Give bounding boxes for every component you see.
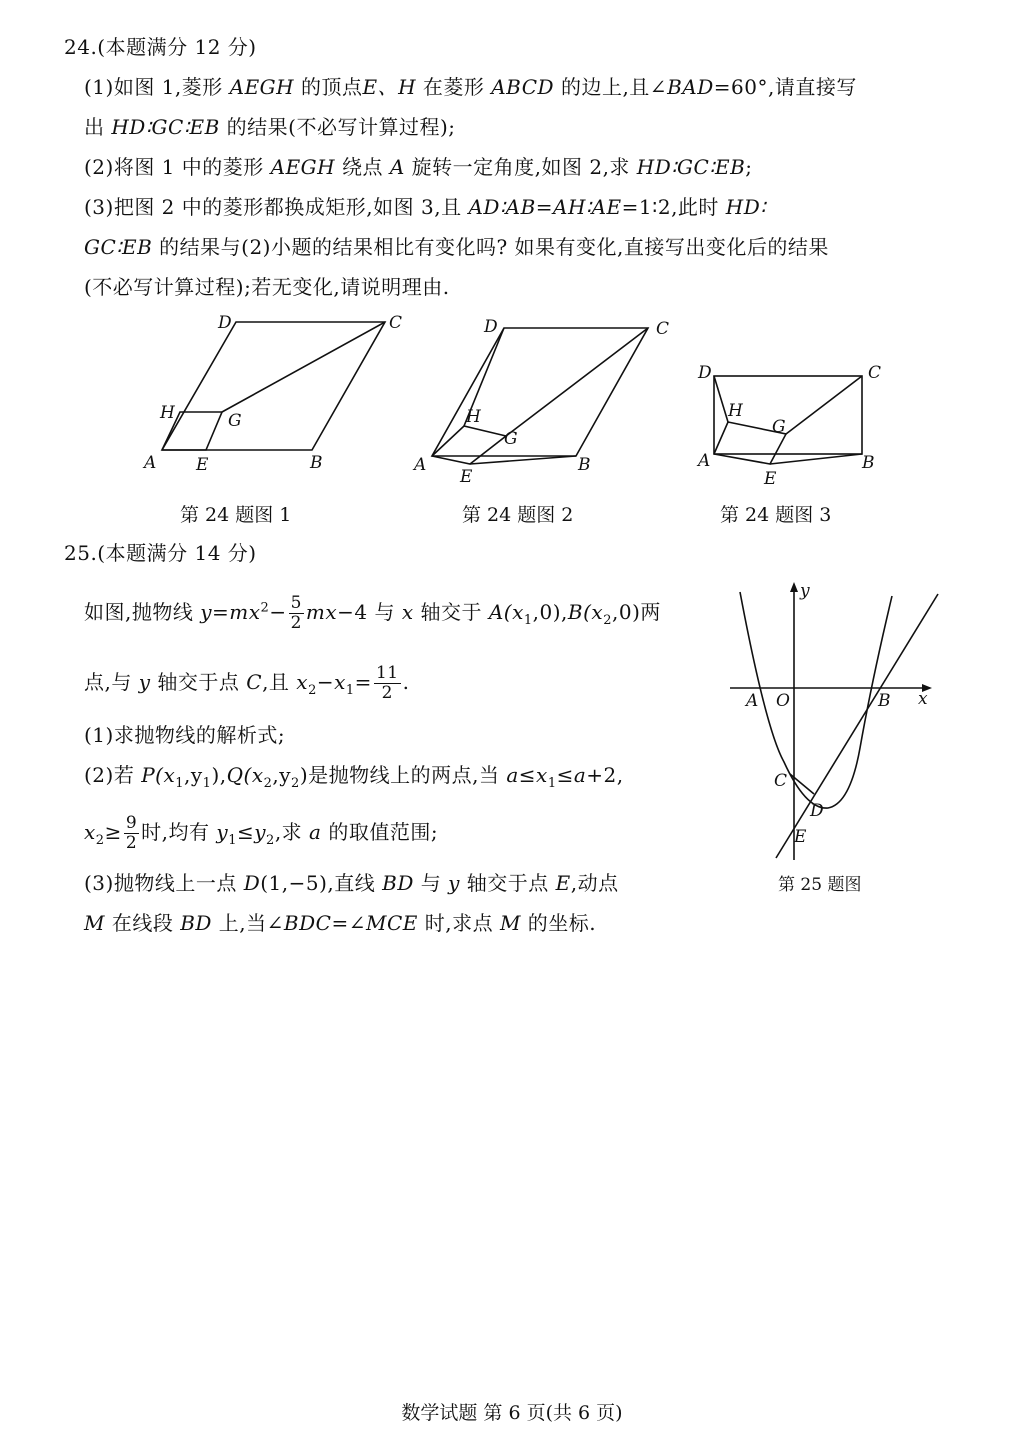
q24-caption-2: 第 24 题图 2: [462, 504, 574, 526]
label-g: G: [772, 417, 786, 437]
q24-figure-2: [408, 312, 678, 487]
label-a: A: [698, 451, 711, 471]
y-axis-arrow: [790, 582, 798, 592]
q24-caption-3: 第 24 题图 3: [720, 504, 832, 526]
label-c: C: [656, 319, 670, 339]
q25-header: 25.(本题满分 14 分): [64, 541, 257, 565]
label-c: C: [774, 771, 788, 791]
label-h: H: [160, 403, 175, 423]
q25-part2-line1: (2)若 $P(x_1,y_1),Q(x_2,y_2)$是抛物线上的两点,当 $a\le x_1\le a+2$,: [84, 763, 624, 791]
label-y: y: [800, 581, 810, 601]
label-b: B: [578, 455, 591, 475]
label-x: x: [918, 689, 928, 709]
q25-part2-line2: $x_2\ge$ $\frac{9}{2}$ 时,均有 $y_1\le y_2$,求 a 的取值范围;: [84, 813, 439, 853]
segment-eb: [470, 456, 576, 464]
page-footer: 数学试题 第 6 页(共 6 页): [401, 1402, 623, 1424]
label-d: D: [698, 363, 712, 383]
q24-figure-3: [692, 360, 892, 490]
label-g: G: [228, 411, 242, 431]
label-h: H: [728, 401, 743, 421]
q25-caption: 第 25 题图: [778, 875, 862, 895]
label-c: C: [868, 363, 882, 383]
rhombus-abcd: [432, 328, 648, 456]
label-b: B: [862, 453, 875, 473]
label-e: E: [794, 827, 807, 847]
label-g: G: [504, 429, 518, 449]
q24-part1-line2: 出 HD∶GC∶EB 的结果(不必写计算过程);: [84, 115, 456, 139]
label-b: B: [310, 453, 323, 473]
q25-part1: (1)求抛物线的解析式;: [84, 723, 286, 747]
segment-hd: [714, 376, 728, 422]
rhombus-aegh: [432, 426, 506, 464]
label-a: A: [414, 455, 427, 475]
line-bd: [776, 594, 938, 858]
q24-caption-1: 第 24 题图 1: [180, 504, 292, 526]
q25-figure: [726, 580, 946, 870]
q25-line2: 点,与 y 轴交于点 C,且 $x_2-x_1=$ $\frac{11}{2}$ .: [84, 663, 410, 703]
q25-part3-line1: (3)抛物线上一点 D(1,−5),直线 BD 与 y 轴交于点 E,动点: [84, 871, 619, 895]
segment-eb: [770, 454, 862, 464]
label-d: D: [484, 317, 498, 337]
q24-part3-line1: (3)把图 2 中的菱形都换成矩形,如图 3,且 AD∶AB=AH∶AE=1∶2,此时 HD∶: [84, 195, 766, 219]
segment-gc: [222, 322, 385, 412]
q24-figure-1: [140, 308, 410, 478]
q25-part3-line2: M 在线段 BD 上,当∠BDC=∠MCE 时,求点 M 的坐标.: [84, 911, 597, 935]
label-c: C: [389, 313, 403, 333]
label-e: E: [196, 455, 209, 475]
label-o: O: [776, 691, 790, 711]
label-a: A: [144, 453, 157, 473]
label-d: D: [218, 313, 232, 333]
label-a: A: [746, 691, 759, 711]
q25-line1: 如图,抛物线 $y=mx^2-$ $\frac{5}{2}$ mx−4 与 x 轴交于 $A(x_1,0),B(x_2,0)$两: [84, 593, 661, 633]
q24-header: 24.(本题满分 12 分): [64, 35, 257, 59]
label-h: H: [466, 407, 481, 427]
segment-gc: [786, 376, 862, 434]
label-b: B: [878, 691, 891, 711]
q24-part1-line1: (1)如图 1,菱形 AEGH 的顶点E、H 在菱形 ABCD 的边上,且∠BAD=60°,请直接写: [84, 75, 857, 99]
segment-gc: [506, 328, 648, 436]
q24-part3-line2: GC∶EB 的结果与(2)小题的结果相比有变化吗? 如果有变化,直接写出变化后的结果: [84, 235, 829, 259]
label-d: D: [810, 801, 824, 821]
label-e: E: [460, 467, 473, 487]
q24-part3-line3: (不必写计算过程);若无变化,请说明理由.: [84, 275, 450, 299]
q24-part2: (2)将图 1 中的菱形 AEGH 绕点 A 旋转一定角度,如图 2,求 HD∶GC∶EB;: [84, 155, 753, 179]
parabola: [740, 592, 892, 808]
label-e: E: [764, 469, 777, 489]
